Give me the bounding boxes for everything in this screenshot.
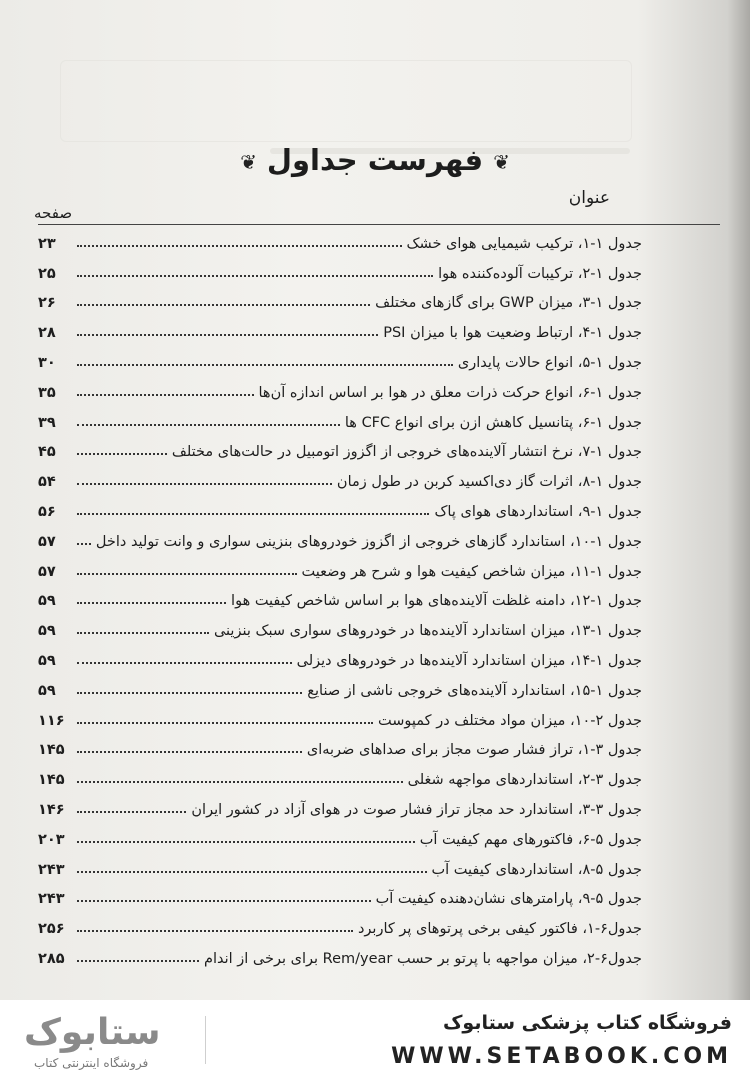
leader-dots xyxy=(77,900,371,902)
toc-entry-title: جدول ۳-۲، استانداردهای مواجهه شغلی xyxy=(407,772,642,789)
leader-dots xyxy=(77,751,302,753)
toc-entry-title: جدول ۳-۱، تراز فشار صوت مجاز برای صداهای ضربه‌ای xyxy=(306,742,642,759)
toc-entry-page: ۱۴۵ xyxy=(38,742,65,759)
toc-entry-title: جدول ۱-۱۰، استاندارد گازهای خروجی از اگزوز خودروهای بنزینی سواری و وانت تولید داخل xyxy=(95,533,642,550)
toc-entry-title: جدول ۱-۷، نرخ انتشار آلاینده‌های خروجی از اگزوز اتومبیل در حالت‌های مختلف xyxy=(171,444,642,461)
toc-entry-title: جدول ۱-۸، اثرات گاز دی‌اکسید کربن در طول زمان xyxy=(336,474,642,491)
toc-entry xyxy=(38,524,642,554)
toc-entry xyxy=(38,673,642,703)
toc-entry-page: ۵۷ xyxy=(38,533,56,550)
toc-entry-page: ۳۵ xyxy=(38,384,56,401)
banner-divider xyxy=(205,1016,206,1064)
setabook-logo: ستابوک xyxy=(24,1012,161,1053)
toc-entry xyxy=(38,643,642,673)
column-header-page: صفحه xyxy=(34,204,73,222)
toc-entry xyxy=(38,941,642,971)
toc-entry xyxy=(38,435,642,465)
toc-entry-title: جدول ۱-۱۴، میزان استاندارد آلاینده‌ها در خودروهای دیزلی xyxy=(296,652,642,669)
toc-entry-title: جدول ۵-۹، پارامترهای نشان‌دهنده کیفیت آب xyxy=(375,891,642,908)
leader-dots xyxy=(77,841,415,843)
leader-dots xyxy=(77,543,91,545)
shop-name: فروشگاه کتاب پزشکی ستابوک xyxy=(442,1012,732,1034)
toc-entry xyxy=(38,345,642,375)
toc-entry-title: جدول ۱-۵، انواع حالات پایداری xyxy=(457,354,642,371)
toc-entry xyxy=(38,554,642,584)
toc-entry-title: جدول ۳-۳، استاندارد حد مجاز تراز فشار صوت در هوای آزاد در کشور ایران xyxy=(191,801,642,818)
leader-dots xyxy=(77,245,402,247)
leader-dots xyxy=(77,513,429,515)
toc-entry-title: جدول ۱-۴، ارتباط وضعیت هوا با میزان PSI xyxy=(383,325,642,342)
table-of-contents xyxy=(38,226,642,971)
toc-entry-title: جدول ۱-۱۳، میزان استاندارد آلاینده‌ها در خودروهای سواری سبک بنزینی xyxy=(213,623,642,640)
toc-entry-title: جدول۶-۲، میزان مواجهه با پرتو بر حسب Rem/year برای برخی از اندام xyxy=(204,950,642,967)
toc-entry-page: ۲۶ xyxy=(38,295,56,312)
toc-entry-title: جدول ۲-۱۰، میزان مواد مختلف در کمپوست xyxy=(378,712,642,729)
toc-entry xyxy=(38,762,642,792)
toc-entry xyxy=(38,852,642,882)
toc-entry-page: ۱۴۵ xyxy=(38,772,65,789)
toc-entry-title: جدول ۱-۶، انواع حرکت ذرات معلق در هوا بر اساس اندازه آن‌ها xyxy=(258,384,642,401)
toc-entry xyxy=(38,315,642,345)
toc-entry-page: ۵۹ xyxy=(38,593,56,610)
toc-entry-page: ۵۴ xyxy=(38,474,56,491)
toc-entry-page: ۳۰ xyxy=(38,354,56,371)
leader-dots xyxy=(77,483,332,485)
leader-dots xyxy=(77,692,302,694)
ornament-icon: ❦ xyxy=(240,150,257,174)
toc-entry xyxy=(38,494,642,524)
toc-entry-page: ۴۵ xyxy=(38,444,56,461)
header-divider xyxy=(38,224,720,225)
leader-dots xyxy=(77,275,433,277)
toc-entry-title: جدول۶-۱، فاکتور کیفی برخی پرتوهای پر کاربرد xyxy=(357,921,642,938)
leader-dots xyxy=(77,871,427,873)
toc-entry-page: ۱۱۶ xyxy=(38,712,65,729)
toc-entry-page: ۲۵۶ xyxy=(38,921,65,938)
leader-dots xyxy=(77,573,297,575)
toc-entry xyxy=(38,226,642,256)
column-header-title: عنوان xyxy=(568,188,610,208)
toc-entry-page: ۵۹ xyxy=(38,652,56,669)
toc-entry xyxy=(38,882,642,912)
toc-entry-title: جدول ۵-۶، فاکتورهای مهم کیفیت آب xyxy=(419,831,642,848)
toc-entry xyxy=(38,464,642,494)
toc-entry xyxy=(38,256,642,286)
toc-entry xyxy=(38,584,642,614)
ornament-icon: ❦ xyxy=(493,150,510,174)
toc-entry-title: جدول ۱-۳، میزان GWP برای گازهای مختلف xyxy=(375,295,642,312)
leader-dots xyxy=(77,722,373,724)
bleed-through-frame xyxy=(60,60,632,142)
toc-entry-title: جدول ۱-۱۲، دامنه غلظت آلاینده‌های هوا بر اساس شاخص کیفیت هوا xyxy=(231,593,642,610)
toc-entry-title: جدول ۱-۲، ترکیبات آلوده‌کننده هوا xyxy=(438,265,642,282)
toc-entry-page: ۲۸ xyxy=(38,325,56,342)
leader-dots xyxy=(77,662,292,664)
leader-dots xyxy=(77,632,209,634)
toc-entry-page: ۵۷ xyxy=(38,563,56,580)
leader-dots xyxy=(77,424,340,426)
toc-entry-page: ۵۹ xyxy=(38,623,56,640)
toc-entry-page: ۱۴۶ xyxy=(38,801,65,818)
toc-entry-page: ۲۸۵ xyxy=(38,950,65,967)
leader-dots xyxy=(77,334,378,336)
toc-entry-title: جدول ۵-۸، استانداردهای کیفیت آب xyxy=(431,861,642,878)
toc-entry xyxy=(38,375,642,405)
toc-entry xyxy=(38,733,642,763)
toc-entry xyxy=(38,792,642,822)
toc-entry-page: ۲۰۳ xyxy=(38,831,65,848)
leader-dots xyxy=(77,960,199,962)
toc-entry-page: ۵۶ xyxy=(38,503,56,520)
toc-entry xyxy=(38,911,642,941)
toc-entry xyxy=(38,613,642,643)
toc-entry-page: ۳۹ xyxy=(38,414,56,431)
leader-dots xyxy=(77,781,403,783)
page-title xyxy=(0,143,750,177)
toc-entry xyxy=(38,822,642,852)
leader-dots xyxy=(77,602,226,604)
leader-dots xyxy=(77,364,453,366)
leader-dots xyxy=(77,811,186,813)
toc-entry-title: جدول ۱-۱۵، استاندارد آلاینده‌های خروجی ناشی از صنایع xyxy=(307,682,642,699)
toc-entry xyxy=(38,286,642,316)
toc-entry-title: جدول ۱-۱، ترکیب شیمیایی هوای خشک xyxy=(406,235,642,252)
leader-dots xyxy=(77,930,353,932)
toc-entry-title: جدول ۱-۱۱، میزان شاخص کیفیت هوا و شرح هر وضعیت xyxy=(301,563,642,580)
toc-entry-title: جدول ۱-۹، استانداردهای هوای پاک xyxy=(434,503,642,520)
toc-entry-page: ۵۹ xyxy=(38,682,56,699)
toc-entry-page: ۲۴۳ xyxy=(38,891,65,908)
leader-dots xyxy=(77,394,254,396)
page-title-text: فهرست جداول xyxy=(266,143,484,177)
toc-entry-page: ۲۵ xyxy=(38,265,56,282)
toc-entry xyxy=(38,405,642,435)
shop-url: WWW.SETABOOK.COM xyxy=(391,1044,732,1069)
toc-entry-title: جدول ۱-۶، پتانسیل کاهش ازن برای انواع CFC ها xyxy=(344,414,642,431)
toc-entry-page: ۲۳ xyxy=(38,235,56,252)
toc-entry xyxy=(38,703,642,733)
logo-subtitle: فروشگاه اینترنتی کتاب xyxy=(34,1056,149,1070)
toc-entry-page: ۲۴۳ xyxy=(38,861,65,878)
leader-dots xyxy=(77,304,370,306)
leader-dots xyxy=(77,453,167,455)
